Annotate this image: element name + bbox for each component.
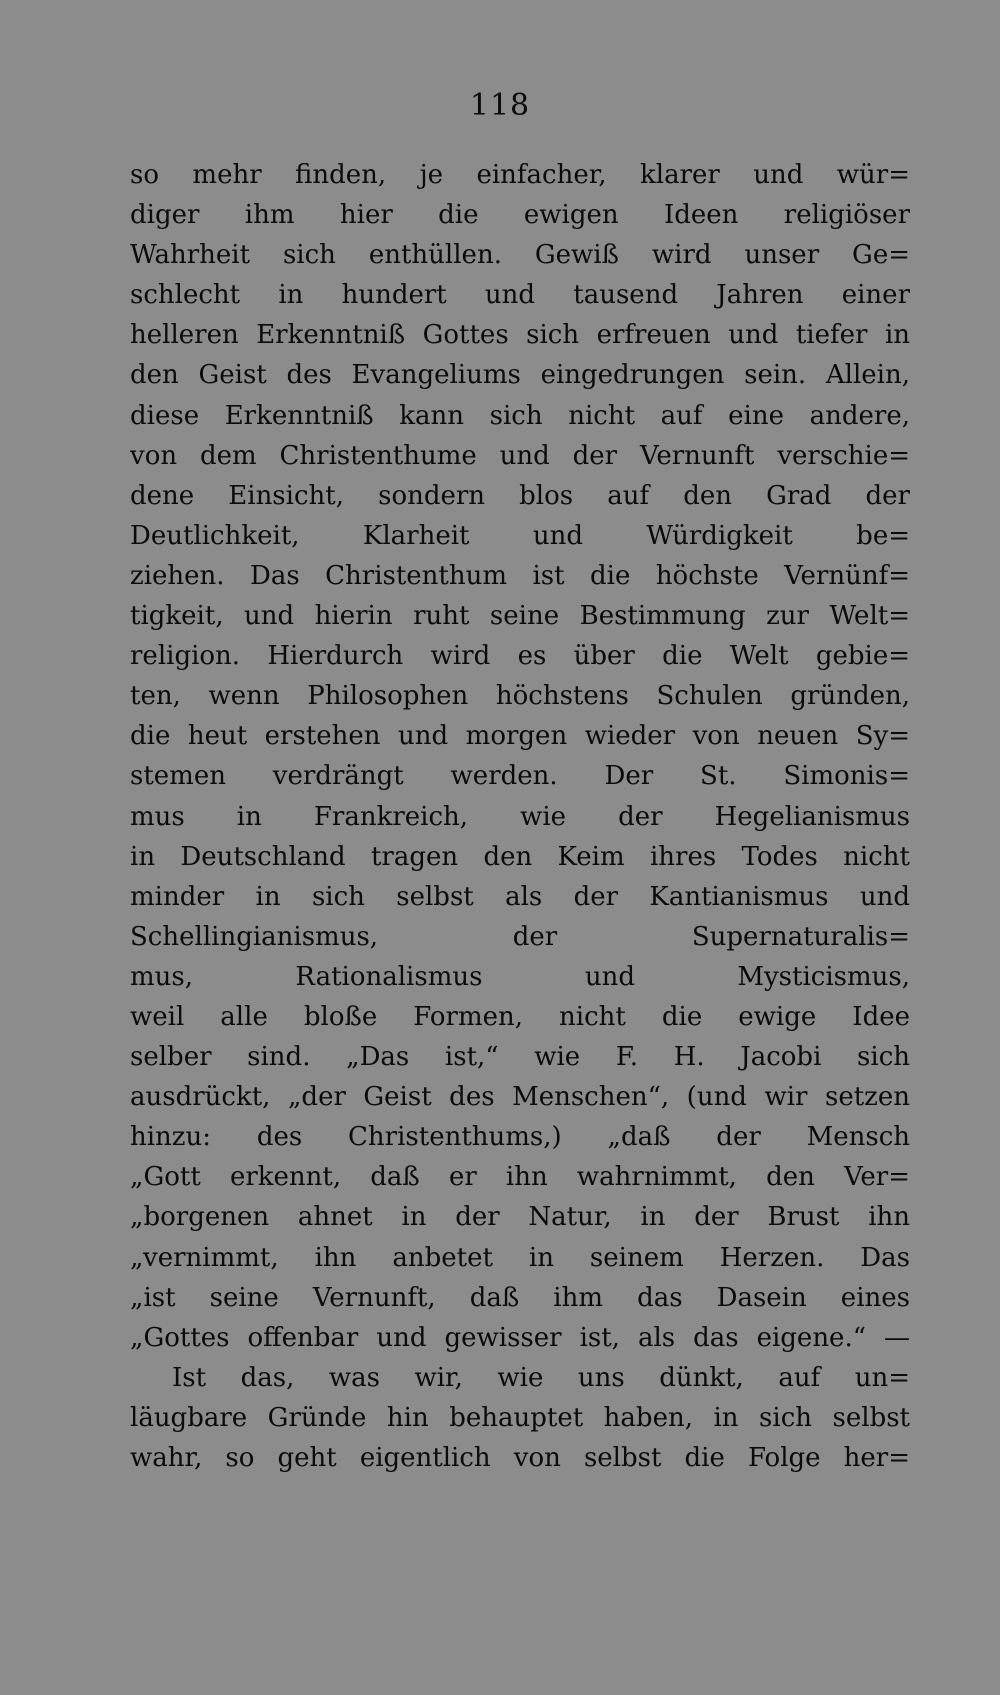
text-line: die heut erstehen und morgen wieder von neuen Sy= — [130, 721, 910, 752]
text-line: „borgenen ahnet in der Natur, in der Brust ihn — [130, 1202, 910, 1233]
text-line: religion. Hierdurch wird es über die Welt gebie= — [130, 641, 910, 672]
text-line: läugbare Gründe hin behauptet haben, in sich selbst — [130, 1402, 910, 1433]
text-line: diger ihm hier die ewigen Ideen religiöser — [130, 200, 910, 231]
text-line: selber sind. „Das ist,“ wie F. H. Jacobi sich — [130, 1042, 910, 1073]
body-text — [130, 155, 910, 1478]
text-line: den Geist des Evangeliums eingedrungen sein. Allein, — [130, 360, 910, 391]
text-line: hinzu: des Christenthums,) „daß der Mensch — [130, 1122, 910, 1153]
text-line: ten, wenn Philosophen höchstens Schulen gründen, — [130, 681, 910, 712]
text-line: so mehr finden, je einfacher, klarer und wür= — [130, 160, 910, 190]
text-line: mus in Frankreich, wie der Hegelianismus — [130, 801, 910, 832]
text-line: minder in sich selbst als der Kantianismus und — [130, 881, 910, 912]
page-number: 118 — [469, 88, 531, 123]
text-line: „Gott erkennt, daß er ihn wahrnimmt, den Ver= — [130, 1162, 910, 1193]
text-line: ziehen. Das Christenthum ist die höchste Vernünf= — [130, 560, 910, 591]
text-line: Wahrheit sich enthüllen. Gewiß wird unser Ge= — [130, 240, 910, 271]
text-line: „Gottes offenbar und gewisser ist, als das eigene.“ — — [130, 1322, 910, 1353]
text-line: tigkeit, und hierin ruht seine Bestimmung zur Welt= — [130, 601, 910, 632]
text-line: in Deutschland tragen den Keim ihres Todes nicht — [130, 841, 910, 872]
text-line: wahr, so geht eigentlich von selbst die Folge her= — [130, 1443, 910, 1473]
text-line: von dem Christenthume und der Vernunft verschie= — [130, 440, 910, 471]
text-line: diese Erkenntniß kann sich nicht auf eine andere, — [130, 400, 910, 431]
text-line: ausdrückt, „der Geist des Menschen“, (und wir setzen — [130, 1082, 910, 1113]
text-line: Schellingianismus, der Supernaturalis= — [130, 921, 910, 952]
text-line: mus, Rationalismus und Mysticismus, — [130, 961, 910, 992]
paragraph-first-line: Ist das, was wir, wie uns dünkt, auf un= — [172, 1362, 910, 1393]
text-line: stemen verdrängt werden. Der St. Simonis= — [130, 761, 910, 792]
text-line: dene Einsicht, sondern blos auf den Grad der — [130, 480, 910, 511]
text-line: „vernimmt, ihn anbetet in seinem Herzen. Das — [130, 1242, 910, 1273]
text-line: schlecht in hundert und tausend Jahren einer — [130, 280, 910, 311]
text-line: weil alle bloße Formen, nicht die ewige Idee — [130, 1001, 910, 1032]
text-line: „ist seine Vernunft, daß ihm das Dasein eines — [130, 1282, 910, 1313]
text-line: Deutlichkeit, Klarheit und Würdigkeit be= — [130, 520, 910, 551]
text-line: helleren Erkenntniß Gottes sich erfreuen und tiefer in — [130, 320, 910, 351]
